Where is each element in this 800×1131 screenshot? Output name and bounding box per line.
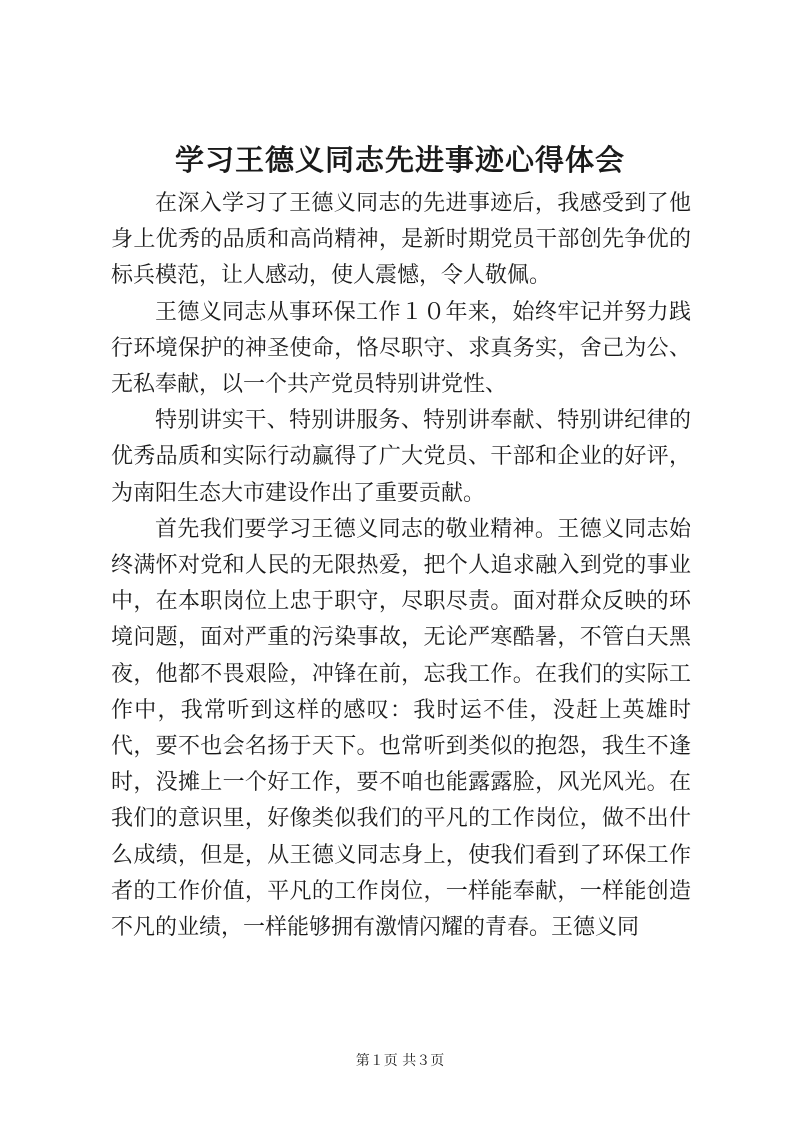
paragraph-1: 在深入学习了王德义同志的先进事迹后，我感受到了他身上优秀的品质和高尚精神，是新时期党员干部创先争优的标兵模范，让人感动，使人震憾，令人敬佩。	[111, 191, 691, 289]
document-body	[111, 186, 691, 946]
paragraph-3: 特别讲实干、特别讲服务、特别讲奉献、特别讲纪律的优秀品质和实际行动赢得了广大党员、干部和企业的好评，为南阳生态大市建设作出了重要贡献。	[111, 408, 691, 506]
document-title: 学习王德义同志先进事迹心得体会	[174, 143, 625, 177]
paragraph-4: 首先我们要学习王德义同志的敬业精神。王德义同志始终满怀对党和人民的无限热爱，把个人追求融入到党的事业中，在本职岗位上忠于职守，尽职尽责。面对群众反映的环境问题，面对严重的污染事故，无论严寒酷暑，不管白天黑夜，他都不畏艰险，冲锋在前，忘我工作。在我们的实际工作中，我常听到这样的感叹：我时运不佳，没赶上英雄时代，要不也会名扬于天下。也常听到类似的抱怨，我生不逢时，没摊上一个好工作，要不咱也能露露脸，风光风光。在我们的意识里，好像类似我们的平凡的工作岗位，做不出什么成绩，但是，从王德义同志身上，使我们看到了环保工作者的工作价值，平凡的工作岗位，一样能奉献，一样能创造不凡的业绩，一样能够拥有激情闪耀的青春。王德义同	[111, 516, 691, 941]
paragraph-2: 王德义同志从事环保工作１０年来，始终牢记并努力践行环境保护的神圣使命，恪尽职守、求真务实，舍己为公、无私奉献，以一个共产党员特别讲党性、	[111, 299, 691, 398]
page-footer: 第１页 共３页	[355, 1053, 445, 1069]
